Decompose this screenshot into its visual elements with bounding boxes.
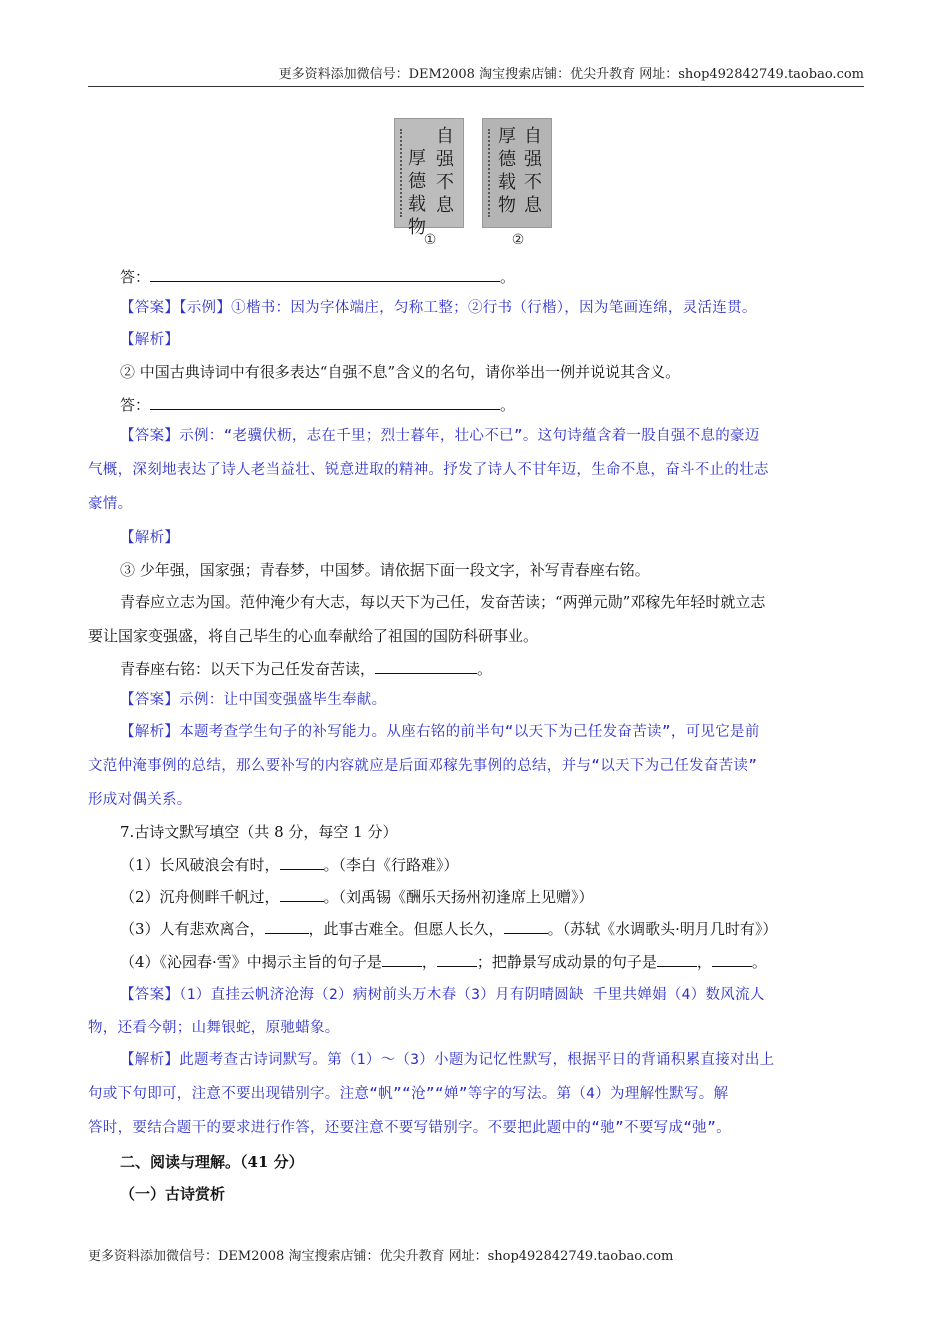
q1-answer: 【答案】【示例】①楷书：因为字体端庄，匀称工整；②行书（行楷），因为笔画连绵，灵活连贯。 — [120, 300, 757, 316]
q1-answer-line — [120, 266, 896, 287]
calligraphy-figure — [390, 118, 560, 250]
q7-item4-blank-2[interactable] — [437, 951, 477, 967]
q7-item4-blank-1[interactable] — [382, 951, 422, 967]
q7-item3-blank-1[interactable] — [265, 918, 309, 934]
answer-prefix: 答： — [120, 268, 151, 286]
q3-paragraph-line1: 青春应立志为国。范仲淹少有大志，每以天下为己任，发奋苦读；“两弹元勋”邓稼先年轻时就立志 — [120, 593, 766, 611]
period: 。 — [751, 953, 767, 971]
q3-answer: 【答案】示例：让中国变强盛毕生奉献。 — [120, 692, 387, 708]
q7-jiexi-line3: 答时，要结合题干的要求进行作答，还要注意不要写错别字。不要把此题中的“驰”不要写成“弛”。 — [88, 1120, 731, 1136]
q7-jiexi-line2: 句或下句即可，注意不要出现错别字。注意“帆”“沧”“婵”等字的写法。第（4）为理解性默写。解 — [88, 1086, 729, 1102]
q7-item1 — [120, 854, 896, 875]
q7-answer-line2: 物，还看今朝；山舞银蛇，原驰蜡象。 — [88, 1020, 340, 1036]
q7-item1-source: 。（李白《行路难》） — [323, 856, 459, 874]
answer-blank[interactable] — [150, 266, 500, 282]
section-2-subtitle: （一）古诗赏析 — [120, 1185, 226, 1203]
q7-item3-text: （3）人有悲欢离合， — [120, 920, 265, 938]
answer-blank[interactable] — [150, 394, 500, 410]
figure-label-1: ① — [423, 232, 437, 248]
q7-item3-mid: ，此事古难全。但愿人长久， — [308, 920, 504, 938]
q7-item3-blank-2[interactable] — [504, 918, 548, 934]
q7-item4-blank-3[interactable] — [657, 951, 697, 967]
page-footer: 更多资料添加微信号：DEM2008 淘宝搜索店铺：优尖升教育 网址：shop492842749.taobao.com — [88, 1249, 674, 1264]
q2-question: ② 中国古典诗词中有很多表达“自强不息”含义的名句，请你举出一例并说说其含义。 — [120, 363, 681, 381]
q3-jiexi-line3: 形成对偶关系。 — [88, 792, 192, 808]
q7-item2-blank[interactable] — [280, 886, 324, 902]
q7-item1-text: （1）长风破浪会有时， — [120, 856, 280, 874]
q3-motto-line — [120, 658, 896, 679]
q7-answer-line1: 【答案】（1）直挂云帆济沧海（2）病树前头万木春（3）月有阴晴圆缺 千里共婵娟（4）数风流人 — [120, 987, 765, 1003]
motto-blank[interactable] — [375, 658, 477, 674]
q7-item2-text: （2）沉舟侧畔千帆过， — [120, 888, 280, 906]
motto-prefix: 青春座右铭：以天下为己任发奋苦读， — [120, 660, 376, 678]
scroll-2-inscription — [488, 129, 494, 217]
answer-prefix: 答： — [120, 396, 151, 414]
q3-jiexi-line2: 文范仲淹事例的总结，那么要补写的内容就应是后面邓稼先事例的总结，并与“以天下为己任发奋苦读” — [88, 758, 758, 774]
q7-item4-blank-4[interactable] — [712, 951, 752, 967]
q7-item3 — [120, 918, 896, 939]
comma: ， — [421, 953, 437, 971]
calligraphy-scroll-2 — [482, 118, 552, 228]
q7-item3-source: 。（苏轼《水调歌头·明月几时有》） — [547, 920, 778, 938]
q2-jiexi: 【解析】 — [120, 530, 180, 546]
scroll-2-right-column: 自 强 不 息 — [524, 126, 542, 216]
q7-item2-source: 。（刘禹锡《酬乐天扬州初逢席上见赠》） — [323, 888, 594, 906]
q7-item4-text: （4）《沁园春·雪》中揭示主旨的句子是 — [120, 953, 382, 971]
scroll-2-left-column: 厚 德 载 物 — [498, 126, 516, 216]
figure-label-2: ② — [511, 232, 525, 248]
q3-jiexi-line1: 【解析】本题考查学生句子的补写能力。从座右铭的前半句“以天下为己任发奋苦读”，可见它是前 — [120, 724, 760, 740]
scroll-1-left-column: 厚 德 载 物 — [408, 148, 426, 238]
q7-jiexi-line1: 【解析】此题考查古诗词默写。第（1）～（3）小题为记忆性默写，根据平日的背诵积累直接对出上 — [120, 1052, 775, 1068]
q2-answer-line2: 气概，深刻地表达了诗人老当益壮、锐意进取的精神。抒发了诗人不甘年迈，生命不息，奋斗不止的壮志 — [88, 462, 769, 478]
answer-suffix: 。 — [500, 396, 516, 414]
scroll-1-right-column: 自 强 不 息 — [436, 126, 454, 216]
q2-answer-line — [120, 394, 896, 415]
q7-title: 7.古诗文默写填空（共 8 分，每空 1 分） — [120, 823, 398, 841]
q7-item2 — [120, 886, 896, 907]
page-header: 更多资料添加微信号：DEM2008 淘宝搜索店铺：优尖升教育 网址：shop492842749.taobao.com — [88, 64, 864, 87]
q1-jiexi: 【解析】 — [120, 332, 180, 348]
q3-question: ③ 少年强，国家强；青春梦，中国梦。请依据下面一段文字，补写青春座右铭。 — [120, 561, 650, 579]
q2-answer-line1: 【答案】示例：“老骥伏枥，志在千里；烈士暮年，壮心不已”。这句诗蕴含着一股自强不息的豪迈 — [120, 428, 760, 444]
scroll-1-inscription — [400, 129, 406, 217]
motto-suffix: 。 — [477, 660, 493, 678]
section-2-title: 二、阅读与理解。（41 分） — [120, 1153, 304, 1171]
calligraphy-scroll-1 — [394, 118, 464, 238]
answer-suffix: 。 — [500, 268, 516, 286]
q7-item4-mid: ；把静景写成动景的句子是 — [476, 953, 657, 971]
q7-item1-blank[interactable] — [280, 854, 324, 870]
q3-paragraph-line2: 要让国家变强盛，将自己毕生的心血奉献给了祖国的国防科研事业。 — [88, 627, 539, 645]
q2-answer-line3: 豪情。 — [88, 496, 133, 512]
comma: ， — [696, 953, 712, 971]
q7-item4 — [120, 951, 896, 972]
